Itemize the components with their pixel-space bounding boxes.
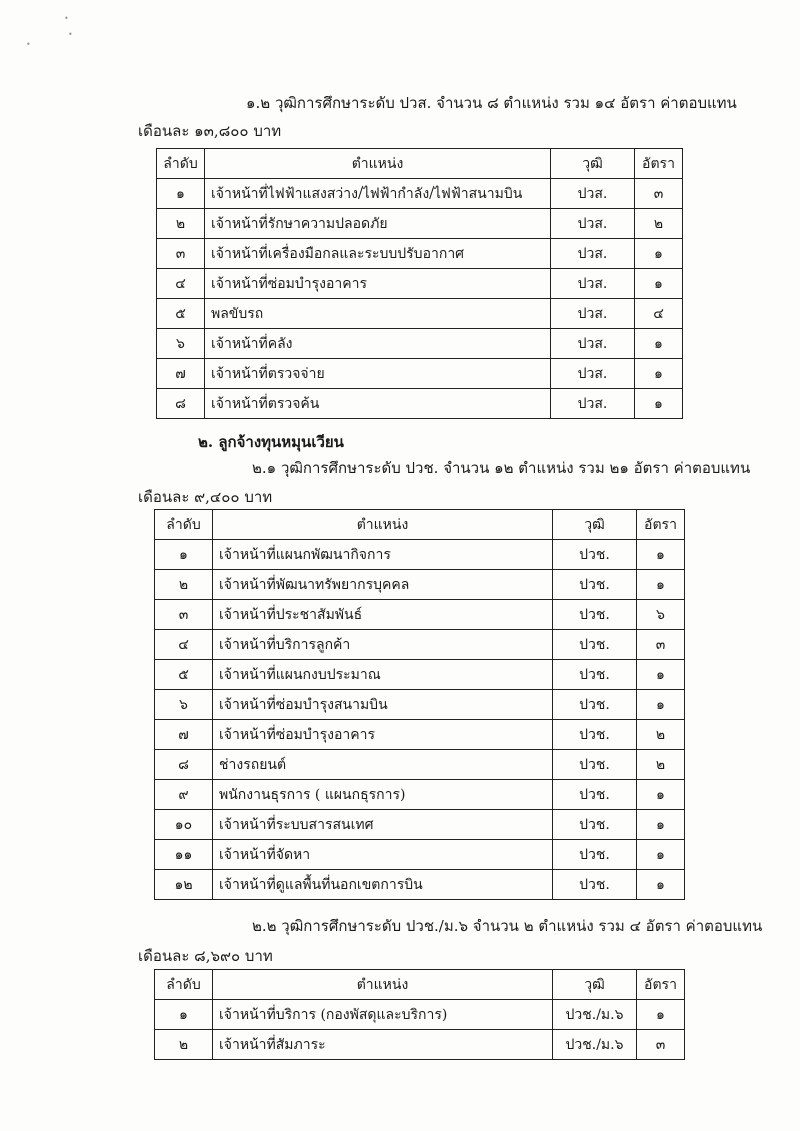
cell-count: ๒ <box>635 209 683 239</box>
col-header-position: ตำแหน่ง <box>205 149 551 179</box>
cell-count: ๑ <box>637 540 685 570</box>
col-header-qualification: วุฒิ <box>551 149 635 179</box>
cell-qualification: ปวช. <box>553 720 637 750</box>
cell-qualification: ปวช./ม.๖ <box>553 1030 637 1060</box>
table-row <box>157 179 683 209</box>
cell-count: ๓ <box>637 630 685 660</box>
cell-position: เจ้าหน้าที่พัฒนาทรัพยากรบุคคล <box>213 570 553 600</box>
cell-position: ช่างรถยนต์ <box>213 750 553 780</box>
cell-qualification: ปวช. <box>553 600 637 630</box>
cell-qualification: ปวส. <box>551 299 635 329</box>
cell-position: เจ้าหน้าที่ซ่อมบำรุงสนามบิน <box>213 690 553 720</box>
cell-qualification: ปวส. <box>551 269 635 299</box>
cell-count: ๑ <box>635 269 683 299</box>
cell-qualification: ปวช. <box>553 810 637 840</box>
cell-order: ๓ <box>155 600 213 630</box>
cell-order: ๕ <box>155 660 213 690</box>
cell-count: ๑ <box>635 389 683 419</box>
cell-count: ๖ <box>637 600 685 630</box>
table-row <box>155 780 685 810</box>
cell-count: ๑ <box>637 810 685 840</box>
cell-order: ๖ <box>157 329 205 359</box>
cell-position: เจ้าหน้าที่บริการ (กองพัสดุและบริการ) <box>213 1000 553 1030</box>
cell-qualification: ปวช. <box>553 780 637 810</box>
col-header-qualification: วุฒิ <box>553 970 637 1000</box>
table-row <box>155 720 685 750</box>
table-header-row <box>157 149 683 179</box>
col-header-order: ลำดับ <box>155 510 213 540</box>
cell-position: พนักงานธุรการ ( แผนกธุรการ) <box>213 780 553 810</box>
section-1-2-intro-line2: เดือนละ ๑๓,๘๐๐ บาท <box>138 122 282 140</box>
table-row <box>155 1000 685 1030</box>
cell-position: เจ้าหน้าที่ซ่อมบำรุงอาคาร <box>213 720 553 750</box>
cell-position: เจ้าหน้าที่สัมภาระ <box>213 1030 553 1060</box>
cell-count: ๑ <box>637 570 685 600</box>
table-row <box>155 660 685 690</box>
cell-count: ๑ <box>635 359 683 389</box>
cell-qualification: ปวช. <box>553 660 637 690</box>
cell-position: เจ้าหน้าที่จัดหา <box>213 840 553 870</box>
cell-order: ๔ <box>157 269 205 299</box>
cell-position: เจ้าหน้าที่แผนกพัฒนากิจการ <box>213 540 553 570</box>
col-header-count: อัตรา <box>637 510 685 540</box>
table-row <box>155 570 685 600</box>
cell-position: เจ้าหน้าที่คลัง <box>205 329 551 359</box>
cell-position: เจ้าหน้าที่ระบบสารสนเทศ <box>213 810 553 840</box>
col-header-count: อัตรา <box>635 149 683 179</box>
cell-qualification: ปวส. <box>551 239 635 269</box>
cell-count: ๑ <box>637 780 685 810</box>
cell-position: เจ้าหน้าที่ตรวจจ่าย <box>205 359 551 389</box>
cell-qualification: ปวช. <box>553 690 637 720</box>
cell-order: ๔ <box>155 630 213 660</box>
cell-count: ๑ <box>635 329 683 359</box>
cell-order: ๘ <box>155 750 213 780</box>
cell-order: ๒ <box>157 209 205 239</box>
cell-qualification: ปวช. <box>553 540 637 570</box>
table-row <box>157 209 683 239</box>
cell-qualification: ปวช. <box>553 750 637 780</box>
cell-position: เจ้าหน้าที่ประชาสัมพันธ์ <box>213 600 553 630</box>
table-header-row <box>155 970 685 1000</box>
cell-position: เจ้าหน้าที่ดูแลพื้นที่นอกเขตการบิน <box>213 870 553 900</box>
table-row <box>155 870 685 900</box>
table-section-2-1 <box>154 509 685 900</box>
cell-position: เจ้าหน้าที่รักษาความปลอดภัย <box>205 209 551 239</box>
section-2-1-intro-line1: ๒.๑ วุฒิการศึกษาระดับ ปวช. จำนวน ๑๒ ตำแหน่ง รวม ๒๑ อัตรา ค่าตอบแทน <box>252 459 751 477</box>
col-header-order: ลำดับ <box>157 149 205 179</box>
cell-order: ๙ <box>155 780 213 810</box>
cell-order: ๓ <box>157 239 205 269</box>
cell-count: ๑ <box>637 870 685 900</box>
table-row <box>155 1030 685 1060</box>
cell-order: ๒ <box>155 1030 213 1060</box>
cell-qualification: ปวช. <box>553 630 637 660</box>
cell-qualification: ปวส. <box>551 389 635 419</box>
cell-qualification: ปวส. <box>551 209 635 239</box>
cell-order: ๑๐ <box>155 810 213 840</box>
cell-order: ๑๒ <box>155 870 213 900</box>
scan-speck: • <box>26 40 31 49</box>
col-header-count: อัตรา <box>637 970 685 1000</box>
cell-qualification: ปวช./ม.๖ <box>553 1000 637 1030</box>
section-1-2-intro-line1: ๑.๒ วุฒิการศึกษาระดับ ปวส. จำนวน ๘ ตำแหน่ง รวม ๑๔ อัตรา ค่าตอบแทน <box>246 94 737 112</box>
table-row <box>157 239 683 269</box>
section-2-2-intro-line1: ๒.๒ วุฒิการศึกษาระดับ ปวช./ม.๖ จำนวน ๒ ตำแหน่ง รวม ๔ อัตรา ค่าตอบแทน <box>252 917 763 935</box>
cell-count: ๒ <box>637 750 685 780</box>
cell-qualification: ปวช. <box>553 840 637 870</box>
scan-speck: • <box>64 14 69 23</box>
table-row <box>157 329 683 359</box>
col-header-order: ลำดับ <box>155 970 213 1000</box>
cell-order: ๑ <box>157 179 205 209</box>
col-header-qualification: วุฒิ <box>553 510 637 540</box>
cell-count: ๑ <box>637 660 685 690</box>
section-2-1-intro-line2: เดือนละ ๙,๔๐๐ บาท <box>138 488 273 506</box>
cell-qualification: ปวช. <box>553 870 637 900</box>
table-row <box>155 540 685 570</box>
cell-qualification: ปวส. <box>551 329 635 359</box>
table-row <box>155 600 685 630</box>
cell-qualification: ปวส. <box>551 179 635 209</box>
cell-position: เจ้าหน้าที่ไฟฟ้าแสงสว่าง/ไฟฟ้ากำลัง/ไฟฟ้าสนามบิน <box>205 179 551 209</box>
table-section-2-2 <box>154 969 685 1060</box>
table-row <box>155 750 685 780</box>
cell-order: ๗ <box>155 720 213 750</box>
table-row <box>157 359 683 389</box>
cell-qualification: ปวส. <box>551 359 635 389</box>
cell-order: ๒ <box>155 570 213 600</box>
cell-count: ๑ <box>635 239 683 269</box>
scan-speck: • <box>68 30 73 39</box>
cell-position: เจ้าหน้าที่ตรวจค้น <box>205 389 551 419</box>
cell-order: ๖ <box>155 690 213 720</box>
cell-count: ๔ <box>635 299 683 329</box>
col-header-position: ตำแหน่ง <box>213 970 553 1000</box>
table-row <box>155 630 685 660</box>
table-header-row <box>155 510 685 540</box>
cell-order: ๑๑ <box>155 840 213 870</box>
cell-order: ๕ <box>157 299 205 329</box>
cell-count: ๓ <box>637 1030 685 1060</box>
table-section-1-2 <box>156 148 683 419</box>
table-row <box>157 299 683 329</box>
cell-position: เจ้าหน้าที่แผนกงบประมาณ <box>213 660 553 690</box>
cell-order: ๑ <box>155 540 213 570</box>
cell-position: เจ้าหน้าที่เครื่องมือกลและระบบปรับอากาศ <box>205 239 551 269</box>
cell-position: พลขับรถ <box>205 299 551 329</box>
cell-count: ๑ <box>637 690 685 720</box>
cell-qualification: ปวช. <box>553 570 637 600</box>
cell-position: เจ้าหน้าที่ซ่อมบำรุงอาคาร <box>205 269 551 299</box>
section-2-heading: ๒. ลูกจ้างทุนหมุนเวียน <box>198 433 344 451</box>
cell-order: ๑ <box>155 1000 213 1030</box>
section-2-2-intro-line2: เดือนละ ๘,๖๙๐ บาท <box>138 947 273 965</box>
table-row <box>157 389 683 419</box>
table-row <box>155 840 685 870</box>
cell-order: ๘ <box>157 389 205 419</box>
cell-count: ๓ <box>635 179 683 209</box>
cell-count: ๒ <box>637 720 685 750</box>
cell-position: เจ้าหน้าที่บริการลูกค้า <box>213 630 553 660</box>
table-row <box>155 690 685 720</box>
cell-order: ๗ <box>157 359 205 389</box>
cell-count: ๑ <box>637 1000 685 1030</box>
cell-count: ๑ <box>637 840 685 870</box>
table-row <box>155 810 685 840</box>
col-header-position: ตำแหน่ง <box>213 510 553 540</box>
table-row <box>157 269 683 299</box>
